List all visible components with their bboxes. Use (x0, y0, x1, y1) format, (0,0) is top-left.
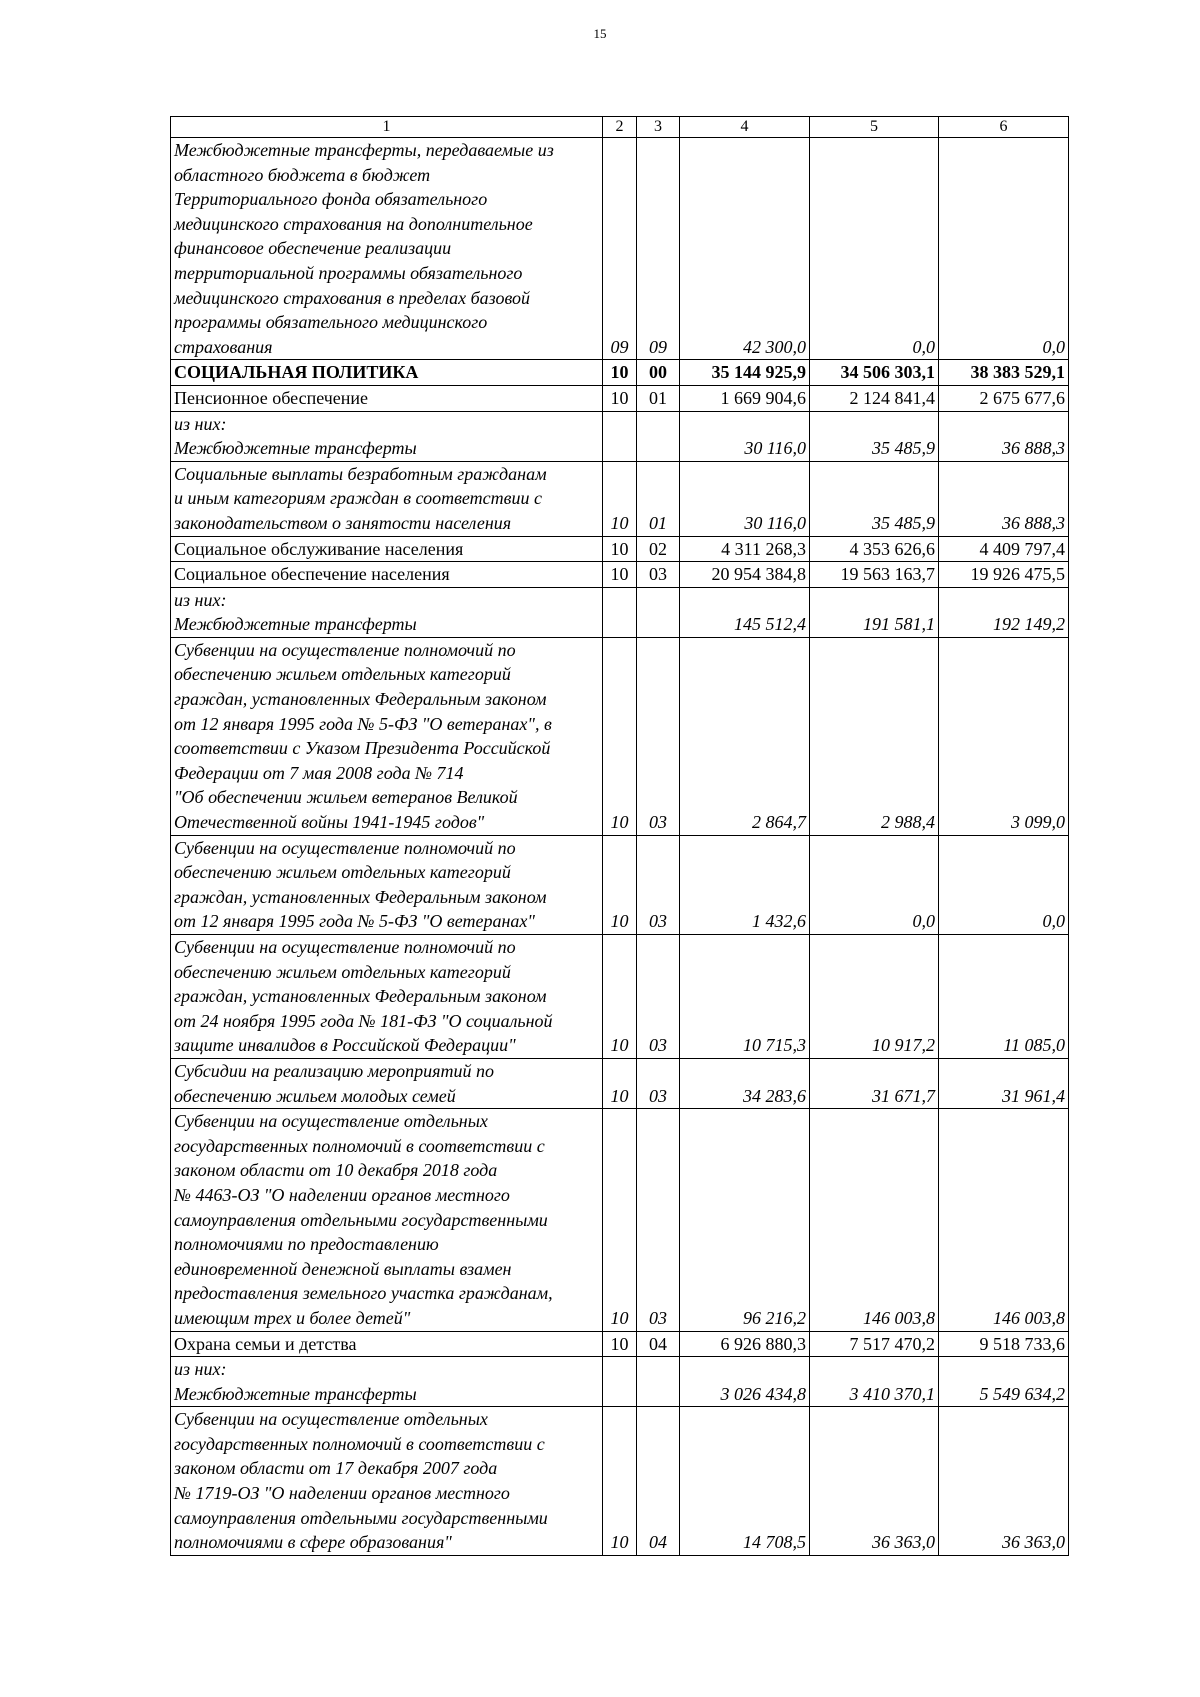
row-subsection-code: 04 (637, 1407, 680, 1556)
row-amount-year-3: 9 518 733,6 (939, 1331, 1069, 1357)
column-number-4: 4 (680, 117, 810, 138)
row-amount-year-2: 0,0 (810, 138, 939, 360)
row-subsection-code: 04 (637, 1331, 680, 1357)
row-name: Субсидии на реализацию мероприятий по обеспечению жильем молодых семей (171, 1058, 603, 1108)
table-row (171, 935, 1069, 1059)
table-row (171, 1407, 1069, 1556)
row-subsection-code: 02 (637, 536, 680, 562)
row-subsection-code: 03 (637, 1109, 680, 1331)
table-row (171, 536, 1069, 562)
table-row (171, 1058, 1069, 1108)
page-number: 15 (593, 26, 607, 41)
row-name: из них: Межбюджетные трансферты (171, 587, 603, 637)
row-section-code: 10 (603, 1109, 637, 1331)
row-amount-year-2: 34 506 303,1 (810, 360, 939, 386)
column-number-2: 2 (603, 117, 637, 138)
row-subsection-code: 01 (637, 385, 680, 411)
row-name: Охрана семьи и детства (171, 1331, 603, 1357)
row-amount-year-3: 11 085,0 (939, 935, 1069, 1059)
row-subsection-code: 03 (637, 637, 680, 835)
row-amount-year-3: 31 961,4 (939, 1058, 1069, 1108)
table-row (171, 360, 1069, 386)
row-amount-year-1: 30 116,0 (680, 411, 810, 461)
row-amount-year-3: 36 888,3 (939, 411, 1069, 461)
column-number-1: 1 (171, 117, 603, 138)
row-amount-year-2: 10 917,2 (810, 935, 939, 1059)
row-name: СОЦИАЛЬНАЯ ПОЛИТИКА (171, 360, 603, 386)
budget-table (170, 116, 1069, 1556)
row-amount-year-3: 4 409 797,4 (939, 536, 1069, 562)
row-name: из них: Межбюджетные трансферты (171, 1357, 603, 1407)
row-section-code: 10 (603, 1058, 637, 1108)
row-amount-year-1: 35 144 925,9 (680, 360, 810, 386)
row-amount-year-1: 30 116,0 (680, 461, 810, 536)
column-number-3: 3 (637, 117, 680, 138)
row-subsection-code: 03 (637, 562, 680, 588)
table-row (171, 835, 1069, 934)
column-number-5: 5 (810, 117, 939, 138)
row-section-code: 10 (603, 385, 637, 411)
row-section-code: 10 (603, 461, 637, 536)
row-amount-year-1: 42 300,0 (680, 138, 810, 360)
row-subsection-code: 03 (637, 835, 680, 934)
row-amount-year-3: 146 003,8 (939, 1109, 1069, 1331)
row-amount-year-1: 3 026 434,8 (680, 1357, 810, 1407)
table-row (171, 562, 1069, 588)
row-section-code: 10 (603, 562, 637, 588)
row-amount-year-3: 5 549 634,2 (939, 1357, 1069, 1407)
row-subsection-code: 09 (637, 138, 680, 360)
row-amount-year-2: 191 581,1 (810, 587, 939, 637)
table-row (171, 637, 1069, 835)
row-section-code: 10 (603, 637, 637, 835)
row-amount-year-3: 192 149,2 (939, 587, 1069, 637)
row-amount-year-2: 35 485,9 (810, 461, 939, 536)
row-amount-year-1: 1 432,6 (680, 835, 810, 934)
row-name: Субвенции на осуществление отдельных государственных полномочий в соответствии с законом области от 10 декабря 2018 года № 4463-ОЗ "О наделении органов местного самоуправления отдельными государственными полномочиями по предоставлению единовременной денежной выплаты взамен предоставления земельного участка гражданам, имеющим трех и более детей" (171, 1109, 603, 1331)
row-section-code: 10 (603, 360, 637, 386)
row-name: Субвенции на осуществление полномочий по обеспечению жильем отдельных категорий граждан, установленных Федеральным законом от 24 ноября 1995 года № 181-ФЗ "О социальной защите инвалидов в Российской Федерации" (171, 935, 603, 1059)
row-section-code (603, 587, 637, 637)
row-amount-year-1: 34 283,6 (680, 1058, 810, 1108)
table-header-row (171, 117, 1069, 138)
row-subsection-code (637, 1357, 680, 1407)
row-amount-year-3: 36 888,3 (939, 461, 1069, 536)
table-row (171, 1109, 1069, 1331)
row-amount-year-1: 2 864,7 (680, 637, 810, 835)
row-amount-year-2: 146 003,8 (810, 1109, 939, 1331)
row-amount-year-3: 2 675 677,6 (939, 385, 1069, 411)
row-amount-year-2: 2 988,4 (810, 637, 939, 835)
row-amount-year-1: 96 216,2 (680, 1109, 810, 1331)
row-amount-year-1: 14 708,5 (680, 1407, 810, 1556)
row-amount-year-3: 3 099,0 (939, 637, 1069, 835)
row-subsection-code: 03 (637, 1058, 680, 1108)
row-amount-year-2: 2 124 841,4 (810, 385, 939, 411)
table-row (171, 1357, 1069, 1407)
row-amount-year-2: 19 563 163,7 (810, 562, 939, 588)
row-section-code (603, 1357, 637, 1407)
row-section-code: 10 (603, 935, 637, 1059)
row-amount-year-1: 145 512,4 (680, 587, 810, 637)
row-section-code: 10 (603, 835, 637, 934)
row-subsection-code: 00 (637, 360, 680, 386)
row-amount-year-2: 0,0 (810, 835, 939, 934)
row-section-code: 09 (603, 138, 637, 360)
row-amount-year-3: 0,0 (939, 835, 1069, 934)
row-amount-year-3: 0,0 (939, 138, 1069, 360)
row-amount-year-2: 35 485,9 (810, 411, 939, 461)
table-row (171, 461, 1069, 536)
row-name: Социальное обслуживание населения (171, 536, 603, 562)
row-amount-year-2: 36 363,0 (810, 1407, 939, 1556)
row-name: Субвенции на осуществление полномочий по обеспечению жильем отдельных категорий граждан, установленных Федеральным законом от 12 января 1995 года № 5-ФЗ "О ветеранах", в соответствии с Указом Президента Российской Федерации от 7 мая 2008 года № 714 "Об обеспечении жильем ветеранов Великой Отечественной войны 1941-1945 годов" (171, 637, 603, 835)
row-name: Субвенции на осуществление полномочий по обеспечению жильем отдельных категорий граждан, установленных Федеральным законом от 12 января 1995 года № 5-ФЗ "О ветеранах" (171, 835, 603, 934)
row-amount-year-3: 38 383 529,1 (939, 360, 1069, 386)
column-number-6: 6 (939, 117, 1069, 138)
row-amount-year-1: 4 311 268,3 (680, 536, 810, 562)
row-subsection-code: 01 (637, 461, 680, 536)
row-amount-year-1: 6 926 880,3 (680, 1331, 810, 1357)
row-name: Социальные выплаты безработным гражданам и иным категориям граждан в соответствии с законодательством о занятости населения (171, 461, 603, 536)
row-subsection-code: 03 (637, 935, 680, 1059)
row-section-code: 10 (603, 536, 637, 562)
row-name: Субвенции на осуществление отдельных государственных полномочий в соответствии с законом области от 17 декабря 2007 года № 1719-ОЗ "О наделении органов местного самоуправления отдельными государственными полномочиями в сфере образования" (171, 1407, 603, 1556)
row-section-code (603, 411, 637, 461)
table-row (171, 385, 1069, 411)
row-amount-year-1: 1 669 904,6 (680, 385, 810, 411)
row-name: Межбюджетные трансферты, передаваемые из областного бюджета в бюджет Территориального фонда обязательного медицинского страхования на дополнительное финансовое обеспечение реализации территориальной программы обязательного медицинского страхования в пределах базовой программы обязательного медицинского страхования (171, 138, 603, 360)
row-amount-year-2: 4 353 626,6 (810, 536, 939, 562)
row-subsection-code (637, 411, 680, 461)
table-row (171, 138, 1069, 360)
row-section-code: 10 (603, 1407, 637, 1556)
table-row (171, 587, 1069, 637)
table-row (171, 1331, 1069, 1357)
table-row (171, 411, 1069, 461)
row-amount-year-1: 20 954 384,8 (680, 562, 810, 588)
row-name: из них: Межбюджетные трансферты (171, 411, 603, 461)
row-section-code: 10 (603, 1331, 637, 1357)
row-amount-year-1: 10 715,3 (680, 935, 810, 1059)
row-name: Пенсионное обеспечение (171, 385, 603, 411)
row-amount-year-3: 19 926 475,5 (939, 562, 1069, 588)
row-name: Социальное обеспечение населения (171, 562, 603, 588)
row-amount-year-2: 7 517 470,2 (810, 1331, 939, 1357)
row-subsection-code (637, 587, 680, 637)
row-amount-year-3: 36 363,0 (939, 1407, 1069, 1556)
row-amount-year-2: 3 410 370,1 (810, 1357, 939, 1407)
row-amount-year-2: 31 671,7 (810, 1058, 939, 1108)
